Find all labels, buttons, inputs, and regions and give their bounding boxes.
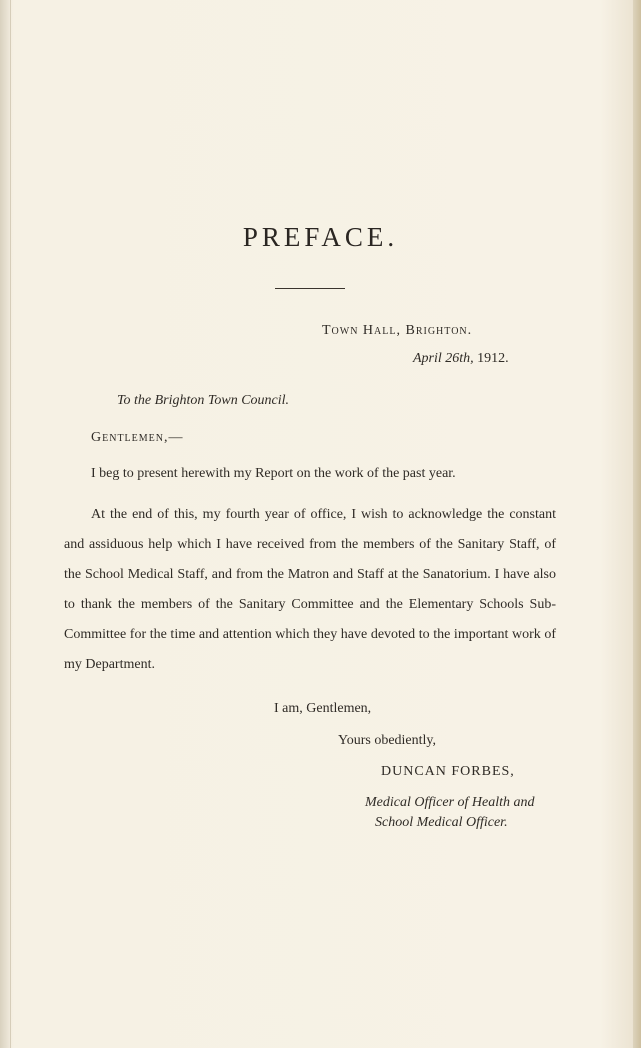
page-right-edge [633,0,641,1048]
signature-title-line-2: School Medical Officer. [375,815,508,830]
closing-line-2: Yours obediently, [338,733,437,748]
sender-address: Town Hall, Brighton. [322,323,473,338]
page-title: PREFACE. [242,222,399,252]
date-year: 1912. [477,351,509,366]
body-paragraph-1: I beg to present herewith my Report on the work of the past year. [91,466,456,481]
addressee: To the Brighton Town Council. [117,393,290,408]
date-day: April 26th, [413,351,474,366]
body-paragraph-2: At the end of this, my fourth year of office, I wish to acknowledge the constant and assiduous help which I have received from the members of the Sanitary Staff, of the School Medical Staff, and from the Matron and Staff at the Sanatorium. I have also to thank the members of the Sanitary Committee and the Elementary Schools Sub-Committee for the time and attention which they have devoted to the important work of my Department. [64,507,556,672]
signature-title-line-1: Medical Officer of Health and [365,795,535,810]
closing-line-1: I am, Gentlemen, [274,701,372,716]
letter-date [413,351,509,367]
signature-name: DUNCAN FORBES, [381,764,515,779]
salutation: Gentlemen,— [91,430,184,445]
title-divider [275,288,345,289]
page-binding-edge [0,0,11,1048]
